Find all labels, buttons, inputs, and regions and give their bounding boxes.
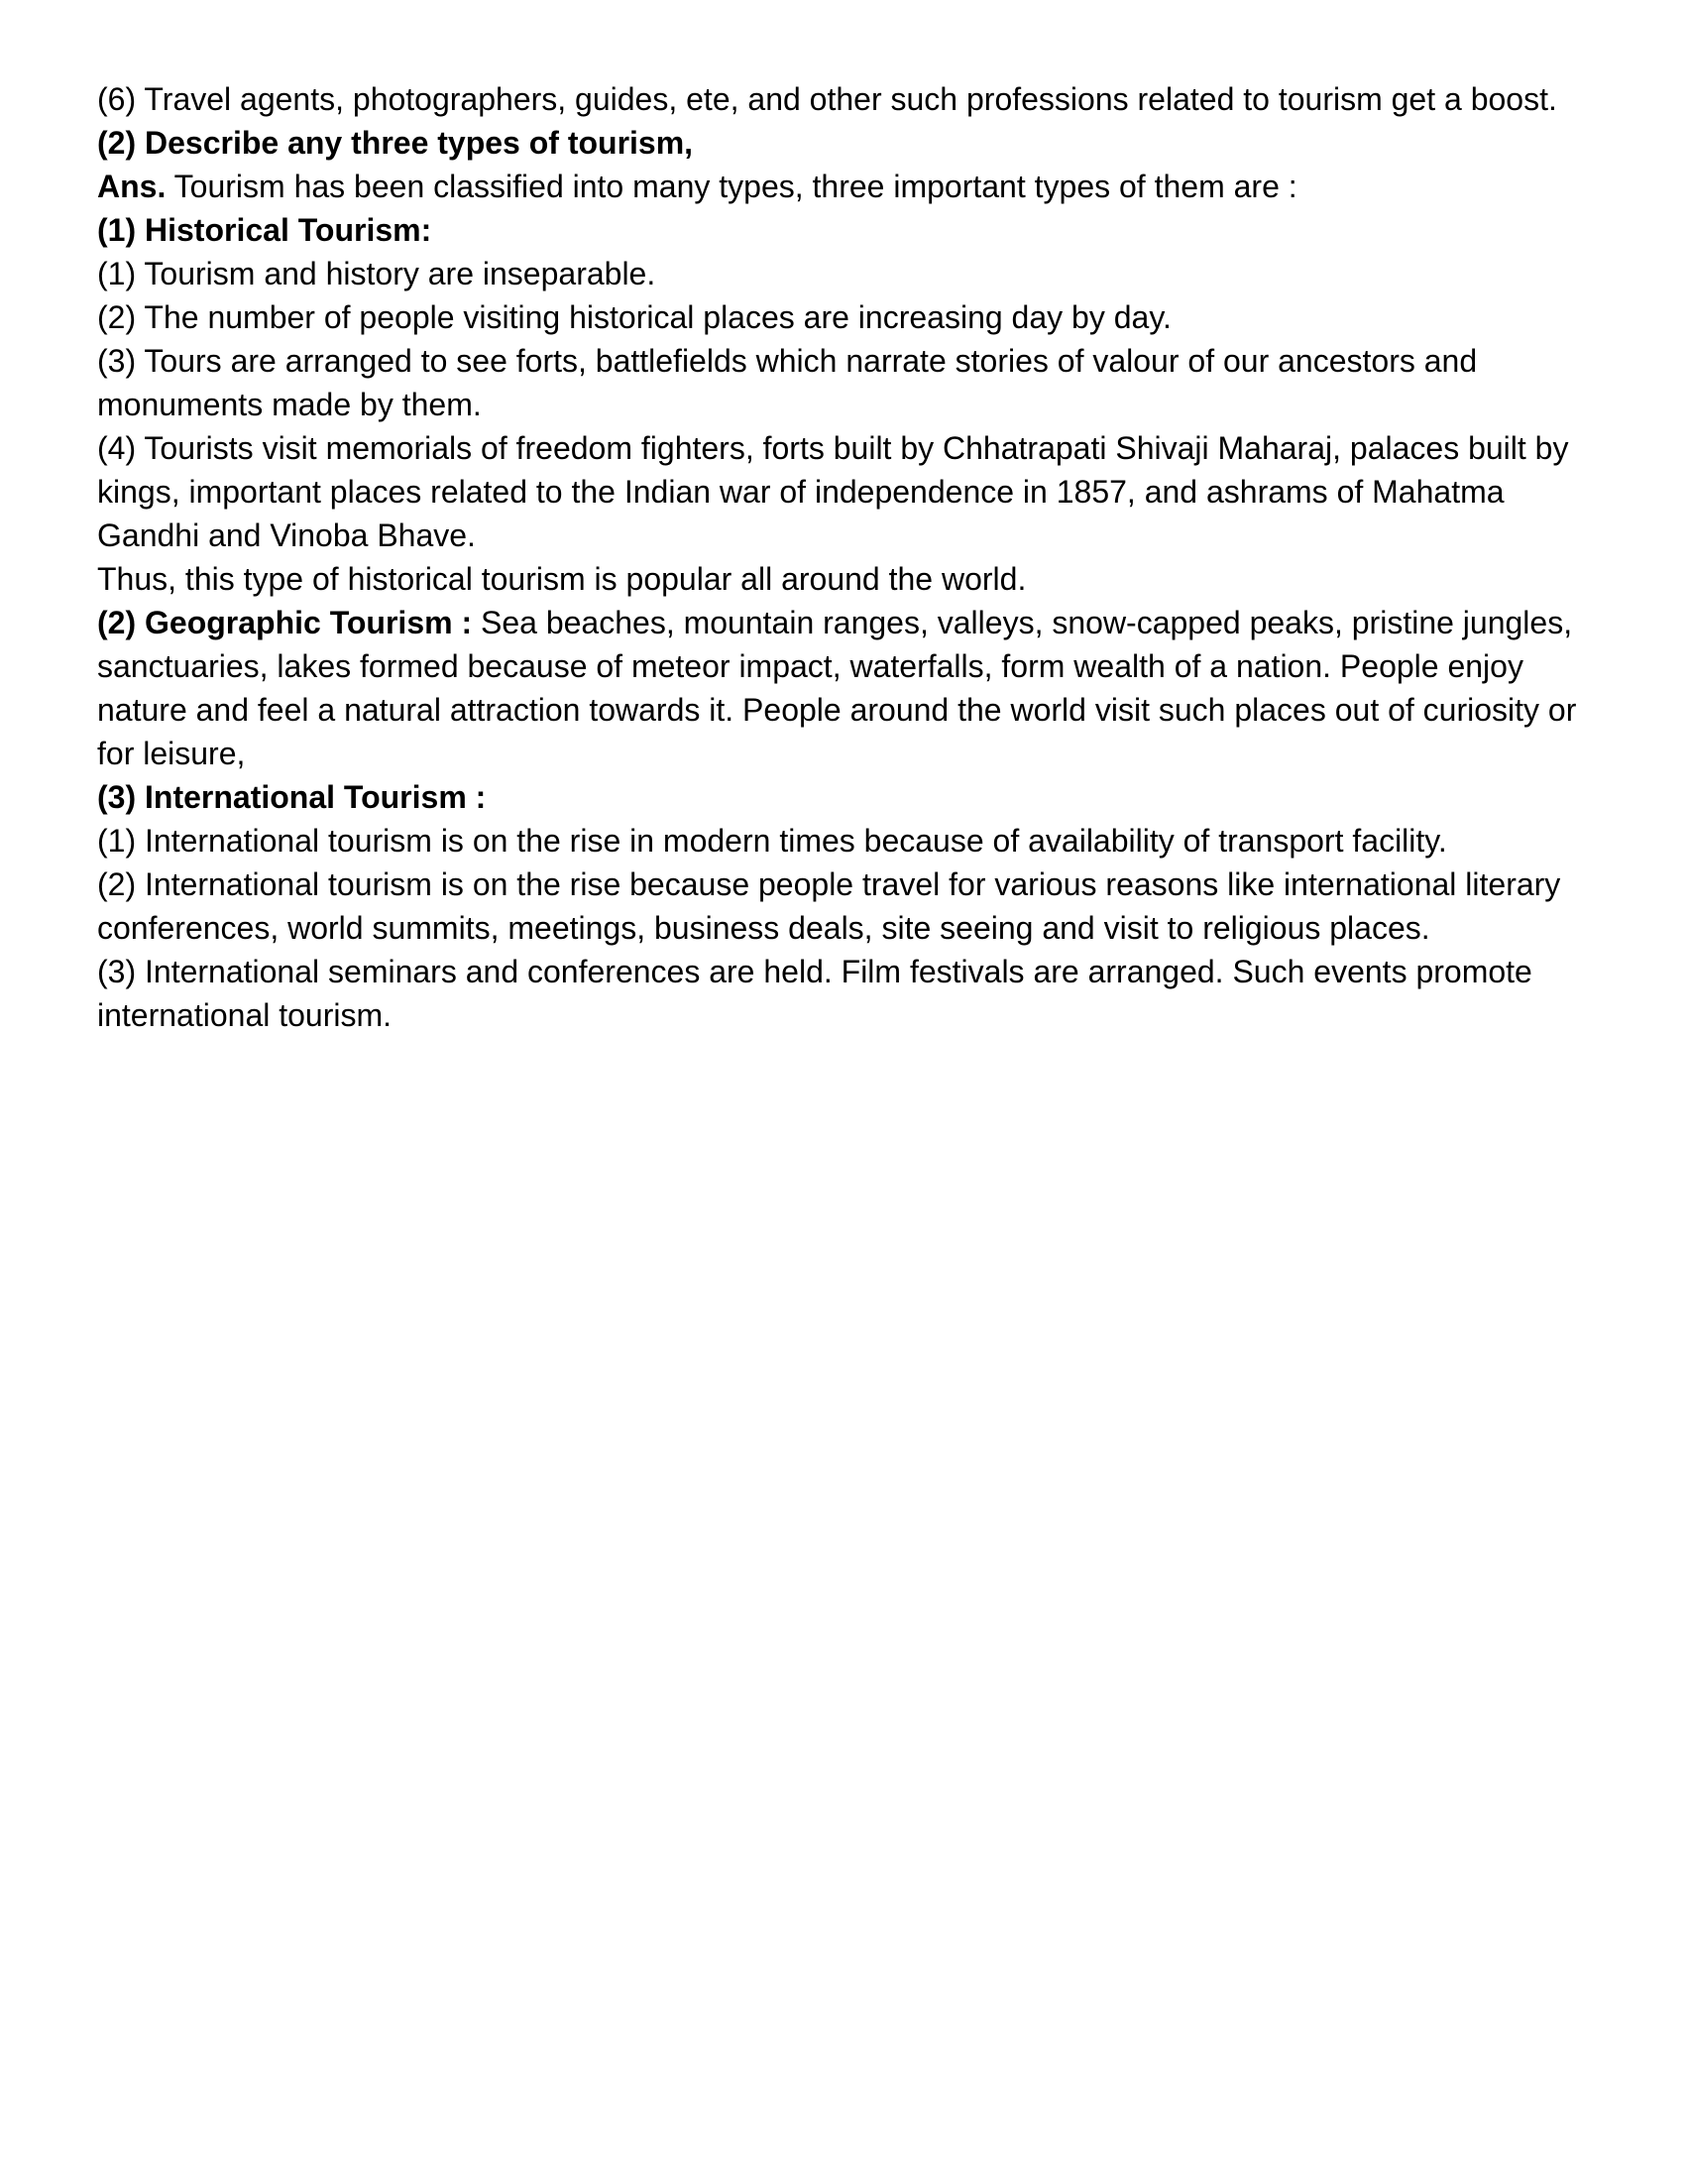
point-international-3: (3) International seminars and conferences are held. Film festivals are arranged. Such events promote international tourism. (97, 954, 1532, 1033)
answer-intro-text: Tourism has been classified into many types, three important types of them are : (166, 169, 1297, 204)
para-historical-conclusion: Thus, this type of historical tourism is popular all around the world. (97, 561, 1027, 597)
answer-intro (97, 165, 1594, 208)
heading-international-tourism: (3) International Tourism : (97, 779, 487, 815)
question-2-heading: (2) Describe any three types of tourism, (97, 125, 694, 161)
para-tourism-professions: (6) Travel agents, photographers, guides, ete, and other such professions related to tourism get a boost. (97, 81, 1557, 117)
point-historical-3: (3) Tours are arranged to see forts, battlefields which narrate stories of valour of our ancestors and monuments made by them. (97, 343, 1478, 422)
heading-historical-tourism: (1) Historical Tourism: (97, 212, 432, 248)
point-international-1: (1) International tourism is on the rise in modern times because of availability of transport facility. (97, 823, 1447, 859)
point-international-2: (2) International tourism is on the rise because people travel for various reasons like international literary conferences, world summits, meetings, business deals, site seeing and visit to religious places. (97, 866, 1561, 946)
para-geographic-tourism (97, 601, 1594, 775)
geographic-tourism-label: (2) Geographic Tourism : (97, 605, 473, 640)
point-historical-1: (1) Tourism and history are inseparable. (97, 256, 656, 291)
point-historical-2: (2) The number of people visiting historical places are increasing day by day. (97, 299, 1172, 335)
point-historical-4: (4) Tourists visit memorials of freedom fighters, forts built by Chhatrapati Shivaji Maharaj, palaces built by kings, important places related to the Indian war of independence in 1857, and ashrams of Mahatma Gandhi and Vinoba Bhave. (97, 430, 1569, 553)
geographic-tourism-text: Sea beaches, mountain ranges, valleys, snow-capped peaks, pristine jungles, sanctuaries, lakes formed because of meteor impact, waterfalls, form wealth of a nation. People enjoy nature and feel a natural attraction towards it. People around the world visit such places out of curiosity or for leisure, (97, 605, 1577, 771)
answer-label: Ans. (97, 169, 167, 204)
